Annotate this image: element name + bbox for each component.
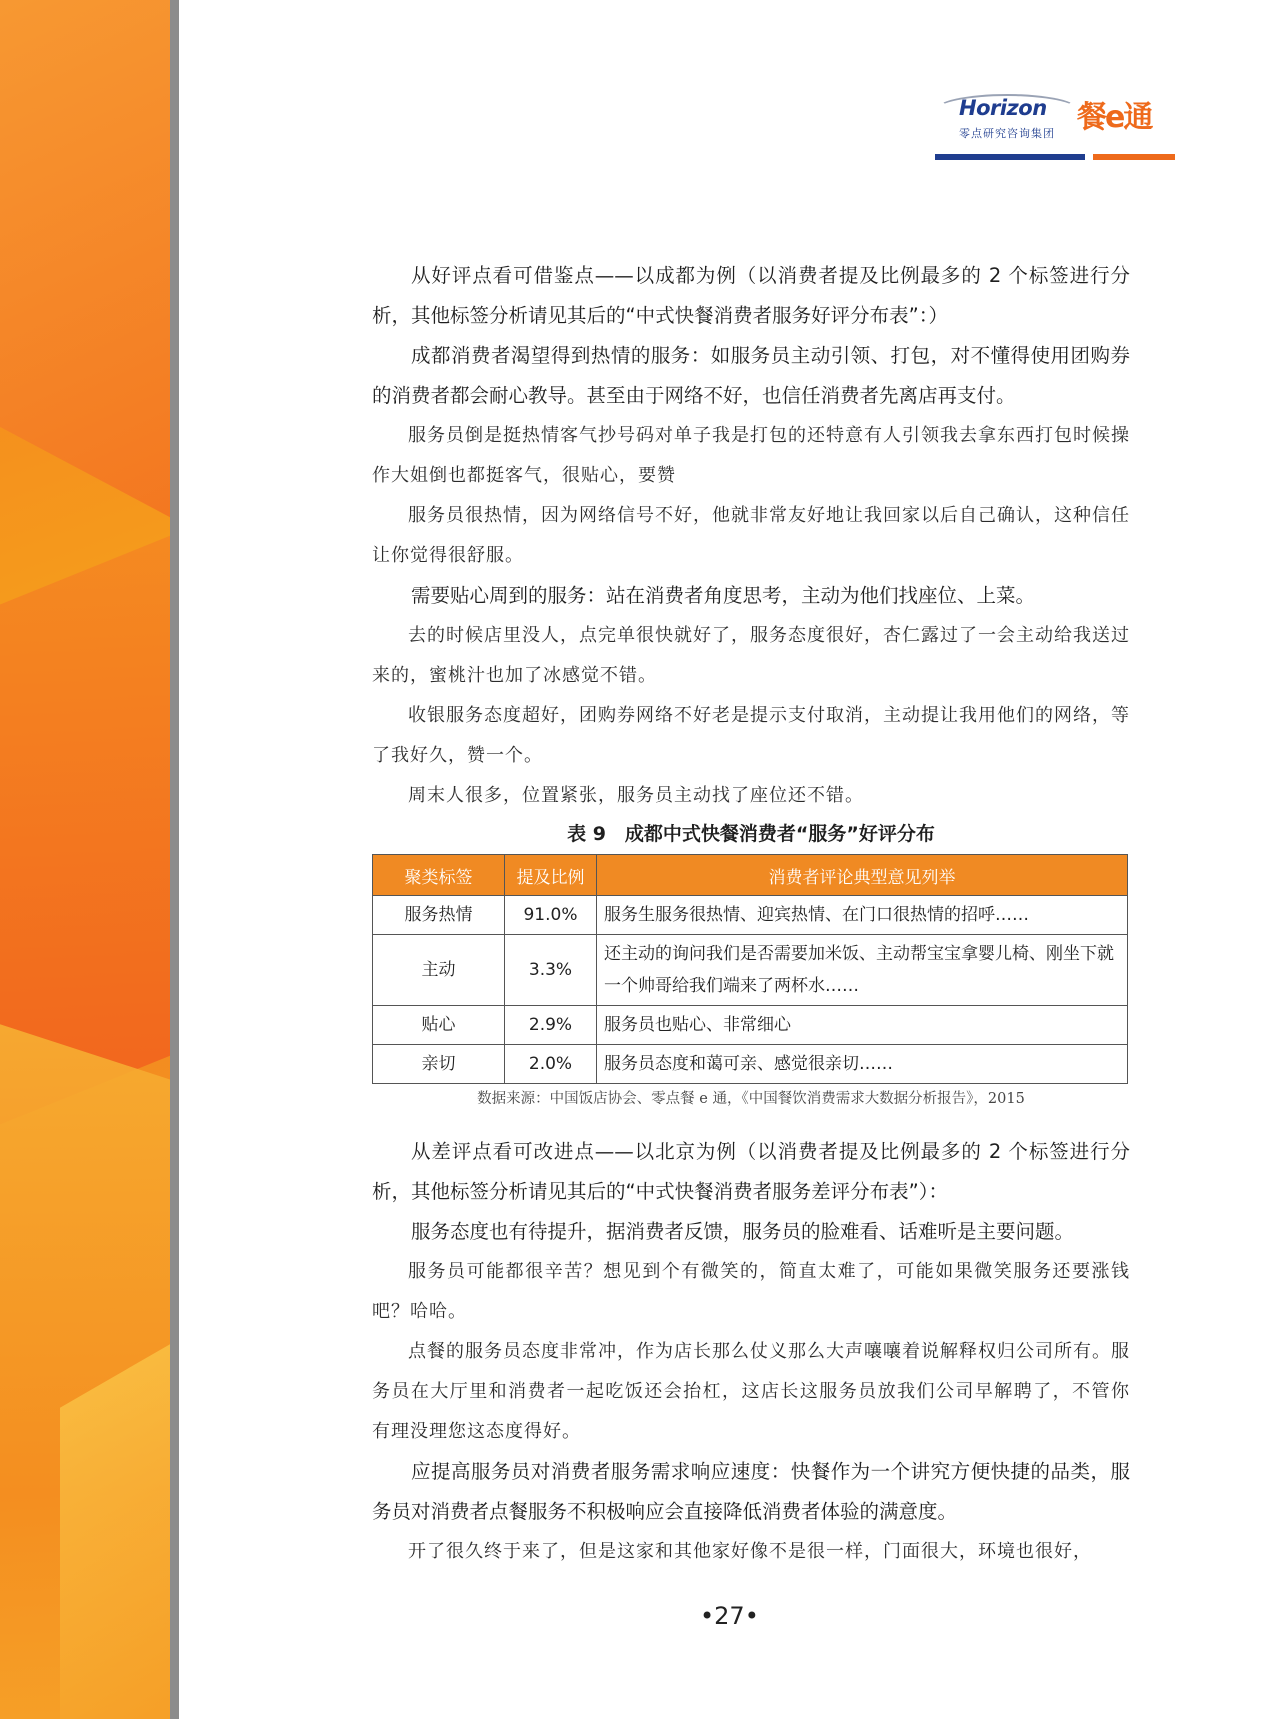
logo-underline-blue <box>935 154 1085 160</box>
cell-ratio: 91.0% <box>505 896 597 935</box>
header-logo <box>935 88 1175 166</box>
main-content <box>372 256 1130 1572</box>
cell-tag: 贴心 <box>373 1006 505 1045</box>
consumer-quote: 周末人很多，位置紧张，服务员主动找了座位还不错。 <box>408 785 864 806</box>
logo-underline-orange <box>1093 154 1175 160</box>
section1-point1: 成都消费者渴望得到热情的服务：如服务员主动引领、打包，对不懂得使用团购券的消费者都会耐心教导。甚至由于网络不好，也信任消费者先离店再支付。 <box>372 344 1130 407</box>
cell-ratio: 2.0% <box>505 1045 597 1084</box>
consumer-quote: 收银服务态度超好，团购券网络不好老是提示支付取消，主动提让我用他们的网络，等了我好久，赞一个。 <box>372 705 1130 766</box>
cell-ratio: 2.9% <box>505 1006 597 1045</box>
consumer-quote: 开了很久终于来了，但是这家和其他家好像不是很一样，门面很大，环境也很好， <box>408 1541 1092 1562</box>
table-caption: 表 9 成都中式快餐消费者“服务”好评分布 <box>567 823 935 845</box>
consumer-quote: 服务员很热情，因为网络信号不好，他就非常友好地让我回家以后自己确认，这种信任让你觉得很舒服。 <box>372 505 1130 566</box>
table-row <box>373 935 1128 1006</box>
table-row <box>373 1045 1128 1084</box>
consumer-quote: 服务员倒是挺热情客气抄号码对单子我是打包的还特意有人引领我去拿东西打包时候操作大姐倒也都挺客气，很贴心，要赞 <box>372 425 1130 486</box>
cell-comment: 服务员也贴心、非常细心 <box>597 1006 1128 1045</box>
section1-intro: 从好评点看可借鉴点——以成都为例（以消费者提及比例最多的 2 个标签进行分析，其他标签分析请见其后的“中式快餐消费者服务好评分布表”：） <box>372 264 1130 327</box>
page-spine <box>170 0 179 1719</box>
cell-ratio: 3.3% <box>505 935 597 1006</box>
logo-cn-brand: 餐e通 <box>1077 100 1152 135</box>
decorative-sidebar <box>0 0 170 1719</box>
section2-intro: 从差评点看可改进点——以北京为例（以消费者提及比例最多的 2 个标签进行分析，其他标签分析请见其后的“中式快餐消费者服务差评分布表”）： <box>372 1140 1130 1203</box>
section2-point1: 服务态度也有待提升，据消费者反馈，服务员的脸难看、话难听是主要问题。 <box>411 1220 1075 1243</box>
section1-point2: 需要贴心周到的服务：站在消费者角度思考，主动为他们找座位、上菜。 <box>411 584 1036 607</box>
table-source-note: 数据来源：中国饭店协会、零点餐 e 通，《中国餐饮消费需求大数据分析报告》，2015 <box>477 1091 1025 1107</box>
consumer-quote: 点餐的服务员态度非常冲，作为店长那么仗义那么大声嚷嚷着说解释权归公司所有。服务员在大厅里和消费者一起吃饭还会抬杠，这店长这服务员放我们公司早解聘了，不管你有理没理您这态度得好。 <box>372 1341 1130 1442</box>
column-header: 聚类标签 <box>373 855 505 896</box>
cell-comment: 服务员态度和蔼可亲、感觉很亲切…… <box>597 1045 1128 1084</box>
consumer-quote: 去的时候店里没人，点完单很快就好了，服务态度很好，杏仁露过了一会主动给我送过来的，蜜桃汁也加了冰感觉不错。 <box>372 625 1130 686</box>
cell-tag: 主动 <box>373 935 505 1006</box>
table-row <box>373 896 1128 935</box>
logo-brand-text: Horizon <box>959 96 1047 120</box>
table-header-row <box>373 855 1128 896</box>
review-distribution-table <box>372 854 1128 1084</box>
page-number: •27• <box>700 1602 759 1630</box>
column-header: 消费者评论典型意见列举 <box>597 855 1128 896</box>
section2-point2: 应提高服务员对消费者服务需求响应速度：快餐作为一个讲究方便快捷的品类，服务员对消费者点餐服务不积极响应会直接降低消费者体验的满意度。 <box>372 1460 1130 1523</box>
cell-comment: 服务生服务很热情、迎宾热情、在门口很热情的招呼…… <box>597 896 1128 935</box>
cell-comment: 还主动的询问我们是否需要加米饭、主动帮宝宝拿婴儿椅、刚坐下就一个帅哥给我们端来了两杯水…… <box>597 935 1128 1006</box>
cell-tag: 服务热情 <box>373 896 505 935</box>
consumer-quote: 服务员可能都很辛苦？想见到个有微笑的，简直太难了，可能如果微笑服务还要涨钱吧？哈哈。 <box>372 1261 1130 1322</box>
column-header: 提及比例 <box>505 855 597 896</box>
table-row <box>373 1006 1128 1045</box>
cell-tag: 亲切 <box>373 1045 505 1084</box>
sidebar-facet <box>0 0 170 565</box>
logo-subtitle: 零点研究咨询集团 <box>959 127 1055 140</box>
